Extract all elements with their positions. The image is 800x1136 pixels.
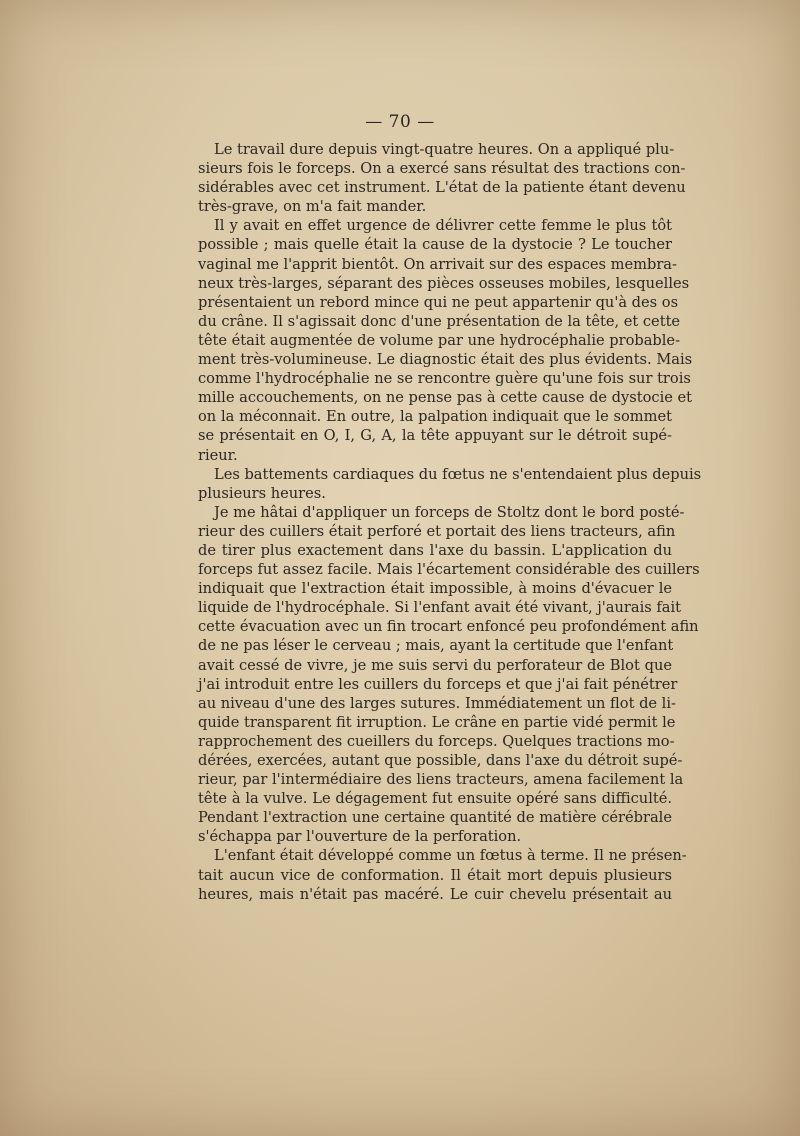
text-line: de tirer plus exactement dans l'axe du bassin. L'application du — [198, 541, 672, 559]
text-line: plusieurs heures. — [198, 484, 326, 502]
page-number: — 70 — — [365, 112, 435, 132]
text-line: liquide de l'hydrocéphale. Si l'enfant avait été vivant, j'aurais fait — [198, 599, 681, 617]
text-line: avait cessé de vivre, je me suis servi du perforateur de Blot que — [198, 656, 672, 674]
text-line: tête à la vulve. Le dégagement fut ensuite opéré sans difficulté. — [198, 790, 672, 808]
paragraph — [198, 846, 687, 903]
text-line: neux très-larges, séparant des pièces osseuses mobiles, lesquelles — [198, 274, 690, 292]
text-line: heures, mais n'était pas macéré. Le cuir chevelu présentait au — [198, 885, 672, 903]
text-line: au niveau d'une des larges sutures. Immédiatement un flot de li- — [198, 694, 676, 712]
paragraph — [198, 465, 702, 503]
text-line: se présentait en O, I, G, A, la tête appuyant sur le détroit supé- — [198, 427, 672, 445]
text-line: s'échappa par l'ouverture de la perforation. — [198, 828, 522, 846]
text-line: cette évacuation avec un fin trocart enfoncé peu profondément afin — [198, 618, 699, 636]
text-line: tait aucun vice de conformation. Il était mort depuis plusieurs — [198, 866, 672, 884]
text-line: sidérables avec cet instrument. L'état de la patiente étant devenu — [198, 179, 686, 197]
paragraph — [198, 503, 700, 847]
text-line: de ne pas léser le cerveau ; mais, ayant la certitude que l'enfant — [198, 637, 674, 655]
text-line: du crâne. Il s'agissait donc d'une présentation de la tête, et cette — [198, 312, 681, 330]
text-line: quide transparent fit irruption. Le crâne en partie vidé permit le — [198, 713, 676, 731]
text-line: présentaient un rebord mince qui ne peut appartenir qu'à des os — [198, 293, 679, 311]
text-line: rieur, par l'intermédiaire des liens tracteurs, amena facilement la — [198, 771, 684, 789]
text-line: Pendant l'extraction une certaine quantité de matière cérébrale — [198, 809, 672, 827]
text-line: tête était augmentée de volume par une hydrocéphalie probable- — [198, 331, 680, 349]
text-line: on la méconnait. En outre, la palpation indiquait que le sommet — [198, 408, 672, 426]
paragraph — [198, 216, 693, 464]
text-line: ment très-volumineuse. Le diagnostic était des plus évidents. Mais — [198, 351, 693, 369]
text-line: Je me hâtai d'appliquer un forceps de Stoltz dont le bord posté- — [214, 503, 685, 521]
text-line: forceps fut assez facile. Mais l'écartement considérable des cuillers — [198, 561, 700, 579]
text-line: sieurs fois le forceps. On a exercé sans résultat des tractions con- — [198, 160, 686, 178]
text-line: Le travail dure depuis vingt-quatre heures. On a appliqué plu- — [214, 141, 675, 158]
text-line: possible ; mais quelle était la cause de la dystocie ? Le toucher — [198, 236, 672, 254]
text-line: rieur. — [198, 446, 238, 464]
text-line: vaginal me l'apprit bientôt. On arrivait sur des espaces membra- — [198, 255, 677, 273]
text-line: Les battements cardiaques du fœtus ne s'entendaient plus depuis — [214, 465, 702, 483]
text-line: Il y avait en effet urgence de délivrer cette femme le plus tôt — [214, 217, 672, 235]
paragraph — [198, 140, 686, 216]
text-line: L'enfant était développé comme un fœtus à terme. Il ne présen- — [214, 847, 687, 865]
text-line: mille accouchements, on ne pense pas à cette cause de dystocie et — [198, 389, 693, 407]
text-line: comme l'hydrocéphalie ne se rencontre guère qu'une fois sur trois — [198, 370, 691, 388]
text-line: rieur des cuillers était perforé et portait des liens tracteurs, afin — [198, 522, 676, 540]
body-text — [198, 140, 702, 904]
text-line: j'ai introduit entre les cuillers du forceps et que j'ai fait pénétrer — [198, 675, 678, 693]
text-line: très-grave, on m'a fait mander. — [198, 198, 427, 216]
text-line: indiquait que l'extraction était impossible, à moins d'évacuer le — [198, 580, 672, 598]
text-line: rapprochement des cueillers du forceps. Quelques tractions mo- — [198, 732, 675, 750]
text-line: dérées, exercées, autant que possible, dans l'axe du détroit supé- — [198, 752, 683, 769]
